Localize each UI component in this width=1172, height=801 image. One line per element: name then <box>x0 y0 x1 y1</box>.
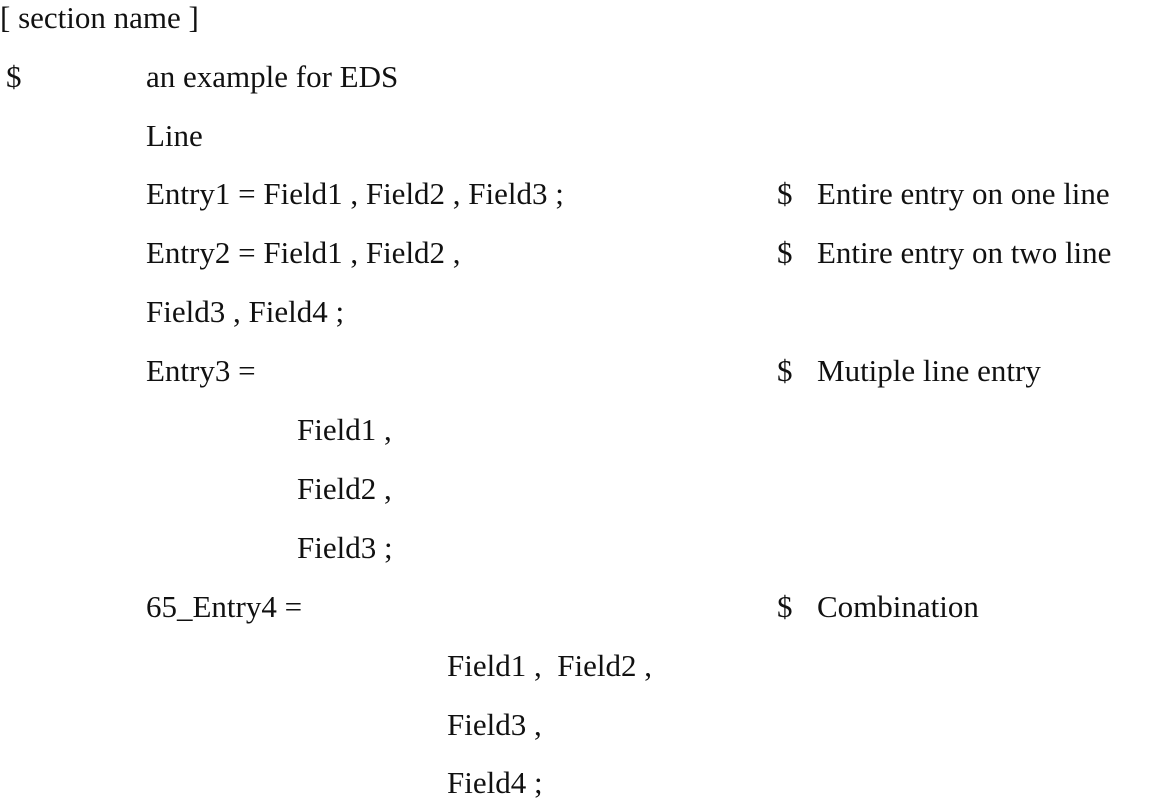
comment-symbol: $ <box>777 589 793 624</box>
comment-text: Mutiple line entry <box>817 353 1041 388</box>
comment-symbol: $ <box>777 176 793 211</box>
entry3-field2: Field2 , <box>297 471 392 506</box>
section-name-header: [ section name ] <box>0 0 199 35</box>
entry4-fields-1-2: Field1 , Field2 , <box>447 648 652 683</box>
comment-symbol: $ <box>6 59 22 94</box>
comment-text: Entire entry on one line <box>817 176 1110 211</box>
comment-text: Combination <box>817 589 979 624</box>
entry4-field4: Field4 ; <box>447 765 543 800</box>
entry3-comment <box>777 353 1041 389</box>
entry2-line-a: Entry2 = Field1 , Field2 , <box>146 235 461 270</box>
entry2-comment <box>777 235 1111 271</box>
entry4-field3: Field3 , <box>447 707 542 742</box>
entry2-line-b: Field3 , Field4 ; <box>146 294 345 329</box>
comment-symbol: $ <box>777 353 793 388</box>
entry1-comment <box>777 176 1110 212</box>
entry3-field1: Field1 , <box>297 412 392 447</box>
entry4-comment <box>777 589 979 625</box>
example-description: an example for EDS <box>146 59 399 94</box>
comment-symbol: $ <box>777 235 793 270</box>
entry3-field3: Field3 ; <box>297 530 393 565</box>
entry1-line: Entry1 = Field1 , Field2 , Field3 ; <box>146 176 564 211</box>
entry3-head: Entry3 = <box>146 353 256 388</box>
line-keyword: Line <box>146 118 203 153</box>
comment-text: Entire entry on two line <box>817 235 1112 270</box>
entry4-head: 65_Entry4 = <box>146 589 303 624</box>
